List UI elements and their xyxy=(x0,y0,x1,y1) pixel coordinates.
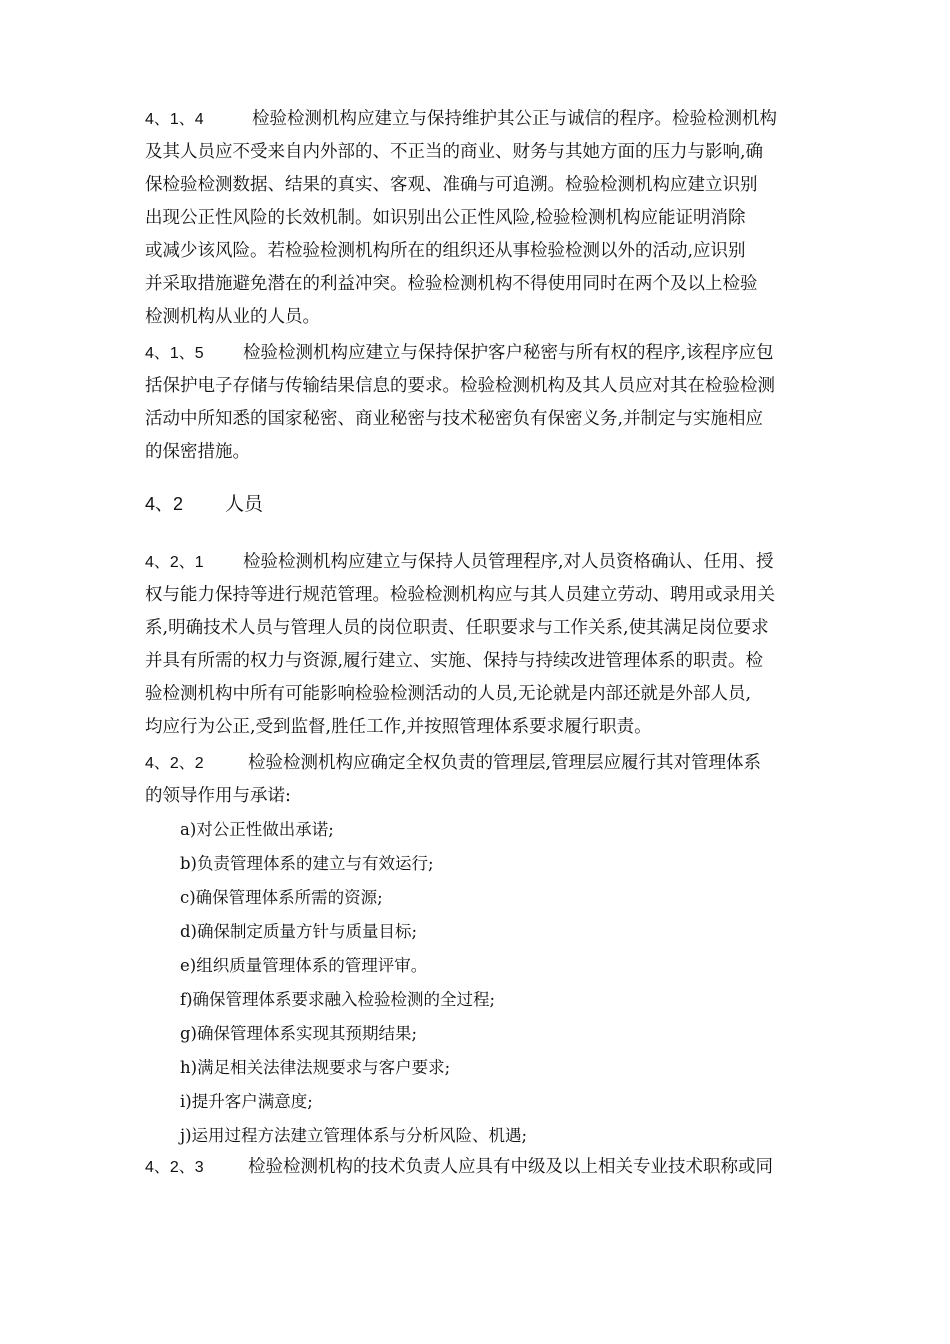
clause-4-2-3 xyxy=(145,1151,825,1184)
paragraph-line: 并具有所需的权力与资源,履行建立、实施、保持与持续改进管理体系的职责。检 xyxy=(145,651,764,671)
paragraph-line: 活动中所知悉的国家秘密、商业秘密与技术秘密负有保密义务,并制定与实施相应 xyxy=(145,409,764,429)
clause-4-2-1 xyxy=(145,546,825,744)
list-item: i)提升客户满意度; xyxy=(180,1092,313,1111)
clause-number: 4、2、1 xyxy=(145,554,204,571)
list-item: j)运用过程方法建立管理体系与分析风险、机遇; xyxy=(180,1126,528,1145)
section-number: 4、2 xyxy=(145,494,184,514)
paragraph-line: 出现公正性风险的长效机制。如识别出公正性风险,检验检测机构应能证明消除 xyxy=(145,208,746,228)
list-item: b)负责管理体系的建立与有效运行; xyxy=(180,854,434,873)
paragraph-line: 检验检测机构应建立与保持维护其公正与诚信的程序。检验检测机构 xyxy=(252,109,777,129)
clause-number: 4、1、5 xyxy=(145,345,204,362)
list-item: d)确保制定质量方针与质量目标; xyxy=(180,922,418,941)
clause-number: 4、2、3 xyxy=(145,1159,204,1176)
paragraph-line: 均应行为公正,受到监督,胜任工作,并按照管理体系要求履行职责。 xyxy=(145,717,652,737)
clause-first-line xyxy=(145,103,825,136)
paragraph-line: 权与能力保持等进行规范管理。检验检测机构应与其人员建立劳动、聘用或录用关 xyxy=(145,585,775,605)
list-item: f)确保管理体系要求融入检验检测的全过程; xyxy=(180,990,496,1009)
section-heading xyxy=(145,487,263,521)
paragraph-line: 并采取措施避免潜在的利益冲突。检验检测机构不得使用同时在两个及以上检验 xyxy=(145,274,758,294)
clause-4-2-2 xyxy=(145,747,825,813)
clause-first-line xyxy=(145,747,825,780)
list-item: c)确保管理体系所需的资源; xyxy=(180,888,383,907)
paragraph-line: 及其人员应不受来自内外部的、不正当的商业、财务与其她方面的压力与影响,确 xyxy=(145,142,764,162)
list-item: g)确保管理体系实现其预期结果; xyxy=(180,1024,418,1043)
clause-number: 4、2、2 xyxy=(145,755,204,772)
list-item: h)满足相关法律法规要求与客户要求; xyxy=(180,1058,451,1077)
list-item: e)组织质量管理体系的管理评审。 xyxy=(180,956,428,975)
paragraph-line: 系,明确技术人员与管理人员的岗位职责、任职要求与工作关系,使其满足岗位要求 xyxy=(145,618,769,638)
clause-4-1-5 xyxy=(145,337,825,469)
paragraph-line: 括保护电子存储与传输结果信息的要求。检验检测机构及其人员应对其在检验检测 xyxy=(145,376,775,396)
clause-number: 4、1、4 xyxy=(145,111,204,128)
clause-first-line xyxy=(145,1151,825,1184)
paragraph-line: 检验检测机构的技术负责人应具有中级及以上相关专业技术职称或同 xyxy=(248,1157,773,1177)
paragraph-line: 验检测机构中所有可能影响检验检测活动的人员,无论就是内部还就是外部人员, xyxy=(145,684,752,704)
clause-4-1-4 xyxy=(145,103,825,334)
clause-first-line xyxy=(145,337,825,370)
paragraph-line: 的保密措施。 xyxy=(145,442,250,462)
paragraph-line: 或减少该风险。若检验检测机构所在的组织还从事检验检测以外的活动,应识别 xyxy=(145,241,746,261)
clause-first-line xyxy=(145,546,825,579)
paragraph-line: 检测机构从业的人员。 xyxy=(145,307,320,327)
paragraph-line: 检验检测机构应建立与保持人员管理程序,对人员资格确认、任用、授 xyxy=(243,552,774,572)
paragraph-line: 检验检测机构应建立与保持保护客户秘密与所有权的程序,该程序应包 xyxy=(243,343,774,363)
paragraph-line: 保检验检测数据、结果的真实、客观、准确与可追溯。检验检测机构应建立识别 xyxy=(145,175,758,195)
section-title: 人员 xyxy=(225,493,264,515)
paragraph-line: 检验检测机构应确定全权负责的管理层,管理层应履行其对管理体系 xyxy=(248,753,762,773)
paragraph-line: 的领导作用与承诺: xyxy=(145,786,291,806)
list-item: a)对公正性做出承诺; xyxy=(180,820,334,839)
leadership-list xyxy=(180,813,780,1153)
